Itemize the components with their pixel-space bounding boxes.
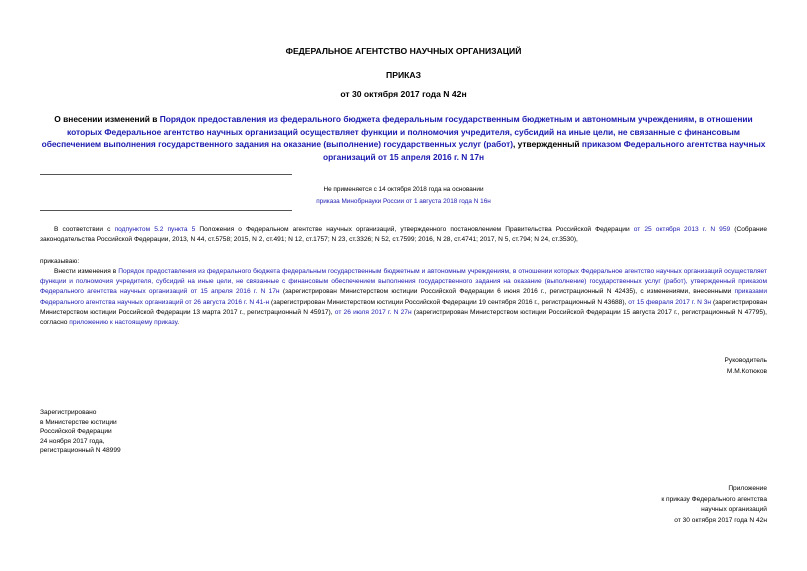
signatory-position: Руководитель: [724, 357, 767, 364]
appendix-line: от 30 октября 2017 года N 42н: [674, 516, 767, 524]
title-link-procedure[interactable]: Порядок предоставления из федерального бюджета федеральным государственным бюджетным и автономным учреждениям, в отношении которых Федеральное агентство научных организаций осуществляет функции и полномочия учредителя, субсидий на иные цели, не связанные с финансовым обеспечением выполнения государственного задания на оказание (выполнение) государственных услуг (работ): [41, 114, 753, 150]
signatory-name: М.М.Котюков: [726, 368, 767, 375]
registration-line: регистрационный N 48999: [40, 447, 121, 455]
registration-line: Зарегистрировано: [40, 409, 97, 416]
preamble-text: Положения о Федеральном агентстве научных организаций, утвержденного постановлением Правительства Российской Федерации: [195, 226, 634, 233]
order-body-paragraph: [40, 267, 767, 328]
body-text: (зарегистрирован Министерством юстиции Российской Федерации 19 сентября 2016 г., регистрационный N 43688),: [269, 298, 629, 306]
body-text: .: [177, 319, 180, 327]
appendix-line: научных организаций: [701, 506, 767, 514]
preamble-text: В соответствии с: [54, 226, 115, 233]
registration-line: Российской Федерации: [40, 428, 112, 436]
document-date: от 30 октября 2017 года N 42н: [340, 89, 467, 99]
preamble-link-subclause[interactable]: подпунктом 5.2 пункта 5: [114, 226, 196, 233]
bottom-divider: [40, 210, 292, 211]
body-text: Внести изменения в: [54, 268, 119, 275]
body-link-order-3n[interactable]: от 15 февраля 2017 г. N 3н: [628, 298, 712, 306]
preamble-paragraph: [40, 225, 767, 245]
appendix-line: к приказу Федерального агентства: [661, 495, 767, 503]
body-text: (зарегистрирован Министерством юстиции Российской Федерации 15 августа 2017 г., регистрационный N 47795), согласно: [40, 308, 768, 327]
title-text: , утвержденный: [513, 139, 582, 150]
body-link-order-41n[interactable]: приказами Федерального агентства научных организаций от 26 августа 2016 г. N 41-н: [40, 288, 767, 306]
note-link[interactable]: приказа Минобрнауки России от 1 августа 2018 года N 16н: [316, 198, 491, 205]
body-link-appendix[interactable]: приложению к настоящему приказу: [69, 319, 178, 327]
body-text: (зарегистрирован Министерством юстиции Российской Федерации 13 марта 2017 г., регистрационный N 45917),: [40, 298, 768, 316]
registration-line: в Министерстве юстиции: [40, 418, 117, 426]
body-link-procedure[interactable]: Порядок предоставления из федерального бюджета федеральным государственным бюджетным и автономным учреждениям, в отношении которых Федеральное агентство научных организаций осуществляет функции и полномочия учредителя, субсидий на иные цели, не связанные с финансовым обеспечением выполнения государственного задания на оказание (выполнение) государственных услуг (работ), утвержденный приказом Федерального агентства научных организаций от 15 апреля 2016 г. N 17н: [40, 268, 767, 296]
appendix-header: [661, 484, 767, 526]
document-type: ПРИКАЗ: [386, 70, 421, 80]
top-divider: [40, 174, 292, 175]
title-link-order[interactable]: приказом Федерального агентства научных организаций от 15 апреля 2016 г. N 17н: [322, 139, 766, 162]
registration-line: 24 ноября 2017 года,: [40, 437, 105, 445]
applicability-note: Не применяется с 14 октября 2018 года на основании: [323, 186, 484, 193]
registration-block: [40, 408, 121, 456]
preamble-text: (Собрание законодательства Российской Федерации, 2013, N 44, ст.5758; 2015, N 2, ст.491; N 12, ст.1757; N 23, ст.3326; N 52, ст.7599; 2016, N 28, ст.4741; 2017, N 5, ст.794; N 24, ст.3530),: [40, 226, 768, 244]
body-link-order-27n[interactable]: от 26 июля 2017 г. N 27н: [334, 308, 412, 316]
appendix-line: Приложение: [728, 485, 767, 492]
signature-block: [725, 355, 767, 377]
applicability-note-link-line: [0, 198, 807, 205]
title-text: О внесении изменений в: [54, 114, 160, 124]
preamble-link-decree[interactable]: от 25 октября 2013 г. N 959: [633, 226, 731, 233]
order-word: приказываю:: [40, 258, 80, 265]
document-title: [40, 113, 767, 163]
body-text: (зарегистрирован Министерством юстиции Российской Федерации 6 июня 2016 г., регистрационный N 42435), с изменениями, внесенными: [279, 288, 735, 296]
agency-heading: ФЕДЕРАЛЬНОЕ АГЕНТСТВО НАУЧНЫХ ОРГАНИЗАЦИЙ: [285, 46, 522, 56]
